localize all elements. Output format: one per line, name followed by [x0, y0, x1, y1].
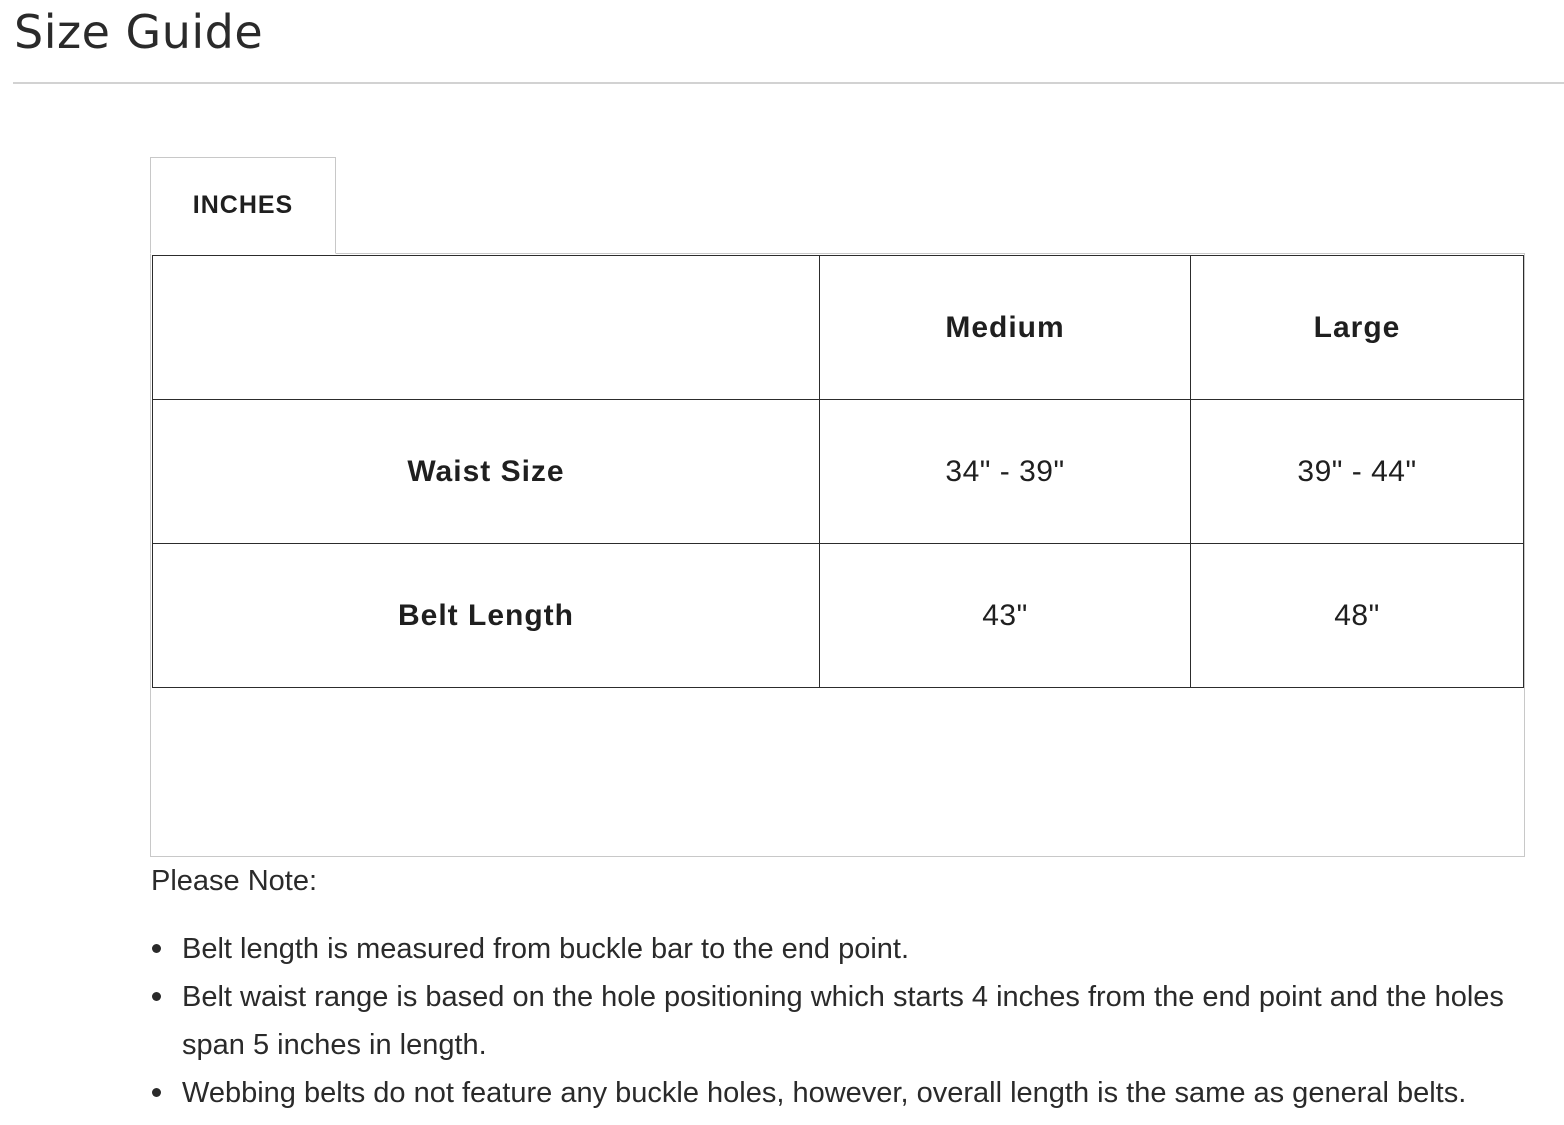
- cell-length-large: 48": [1191, 544, 1524, 688]
- notes-label: Please Note:: [151, 865, 318, 897]
- cell-length-medium: 43": [820, 544, 1191, 688]
- list-item: [182, 973, 1564, 1069]
- list-item: [182, 1069, 1564, 1117]
- notes-list: [150, 925, 1564, 1117]
- bullet-icon: [152, 944, 161, 953]
- note-text: Belt waist range is based on the hole positioning which starts 4 inches from the end point and the holes span 5 inches in length.: [182, 981, 1504, 1061]
- cell-waist-medium: 34" - 39": [820, 400, 1191, 544]
- table-row: [153, 400, 1524, 544]
- page-title: Size Guide: [14, 5, 264, 59]
- title-divider: [13, 82, 1564, 84]
- list-item: [182, 925, 1564, 973]
- note-text: Webbing belts do not feature any buckle holes, however, overall length is the same as general belts.: [182, 1077, 1467, 1109]
- table-header-empty: [153, 256, 820, 400]
- unit-tabs: [150, 157, 1524, 255]
- bullet-icon: [152, 1088, 161, 1097]
- table-row: [153, 544, 1524, 688]
- row-label-belt-length: Belt Length: [153, 544, 820, 688]
- table-header-medium: Medium: [820, 256, 1191, 400]
- note-text: Belt length is measured from buckle bar to the end point.: [182, 933, 910, 965]
- row-label-waist-size: Waist Size: [153, 400, 820, 544]
- size-table: [152, 255, 1524, 688]
- cell-waist-large: 39" - 44": [1191, 400, 1524, 544]
- tab-inches[interactable]: INCHES: [150, 157, 336, 254]
- bullet-icon: [152, 992, 161, 1001]
- table-header-large: Large: [1191, 256, 1524, 400]
- table-header-row: [153, 256, 1524, 400]
